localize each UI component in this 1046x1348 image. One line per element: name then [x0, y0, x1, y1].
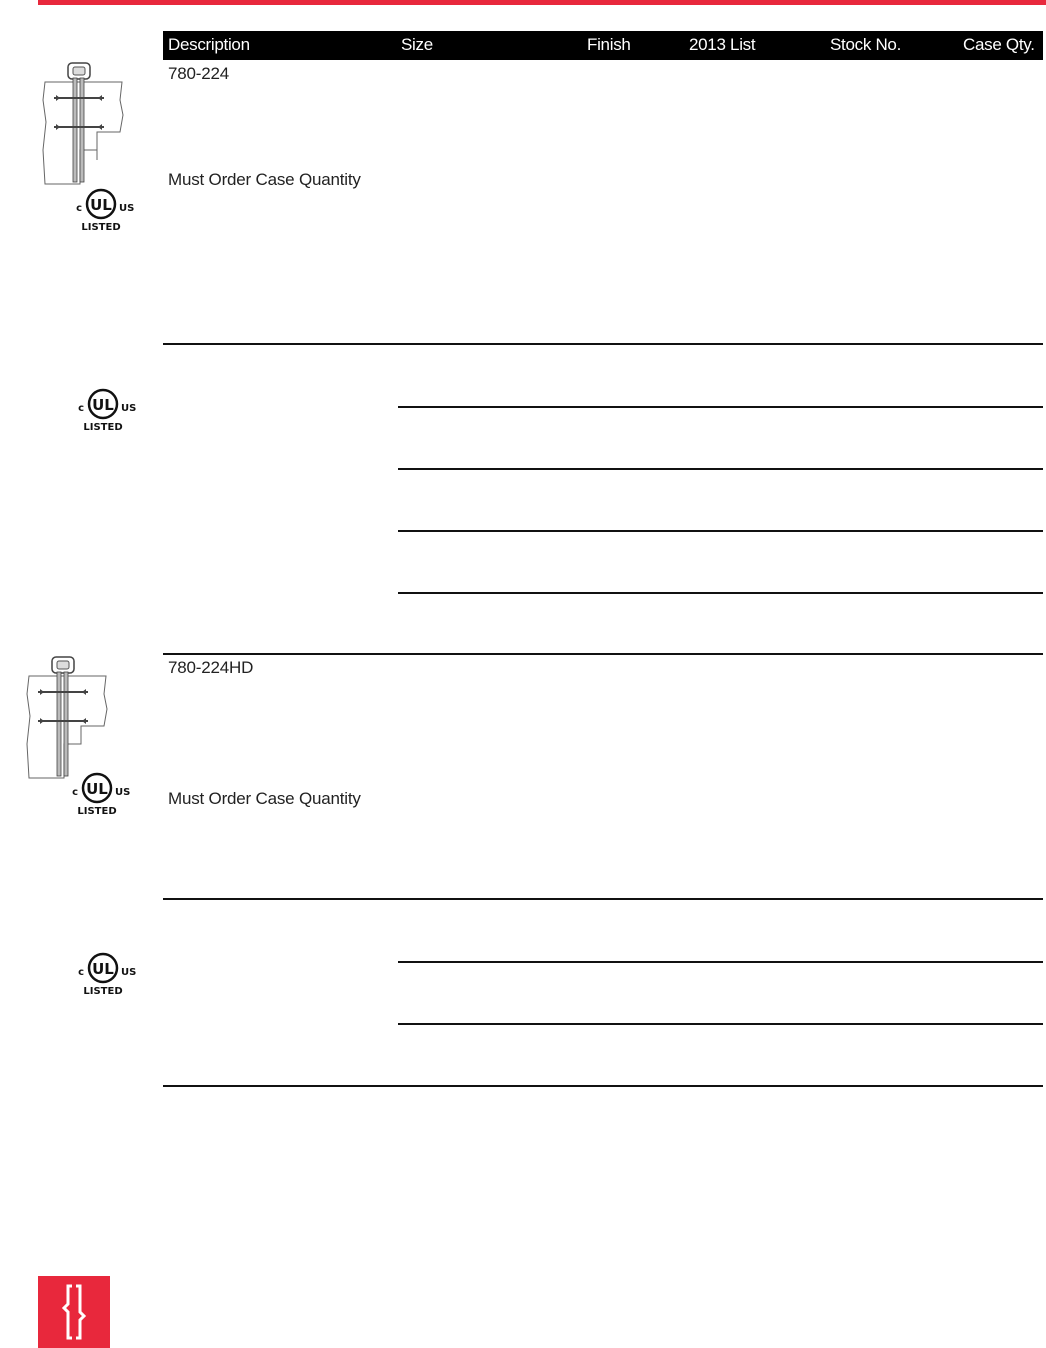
product-note: Must Order Case Quantity — [168, 789, 361, 808]
svg-text:US: US — [115, 787, 131, 798]
ul-listed-icon — [62, 950, 152, 1000]
column-list-price: 2013 List — [689, 35, 756, 54]
row-divider — [398, 468, 1043, 470]
row-divider — [398, 406, 1043, 408]
svg-text:US: US — [119, 203, 135, 214]
row-divider — [163, 1085, 1043, 1087]
product-model: 780-224 — [168, 64, 229, 83]
svg-text:c: c — [76, 203, 82, 214]
column-finish: Finish — [587, 35, 631, 54]
row-divider — [398, 961, 1043, 963]
row-divider — [163, 898, 1043, 900]
svg-text:US: US — [121, 967, 137, 978]
ul-listed-icon — [56, 770, 146, 820]
row-divider — [163, 653, 1043, 655]
svg-text:UL: UL — [86, 780, 108, 798]
ul-listed-icon — [62, 386, 152, 436]
product-model: 780-224HD — [168, 658, 254, 677]
table-header — [163, 31, 1043, 60]
row-divider — [398, 1023, 1043, 1025]
ul-listed-icon — [60, 186, 150, 236]
product-note: Must Order Case Quantity — [168, 170, 361, 189]
row-divider — [398, 592, 1043, 594]
column-stock-no: Stock No. — [830, 35, 901, 54]
svg-text:LISTED: LISTED — [83, 422, 123, 433]
continuous-hinge-icon — [24, 654, 114, 780]
continuous-hinge-icon — [40, 60, 130, 186]
svg-text:US: US — [121, 403, 137, 414]
top-accent-bar — [38, 0, 1046, 5]
svg-text:LISTED: LISTED — [81, 222, 121, 233]
row-divider — [398, 530, 1043, 532]
svg-text:UL: UL — [92, 960, 114, 978]
svg-text:UL: UL — [90, 196, 112, 214]
svg-text:LISTED: LISTED — [83, 986, 123, 997]
row-divider — [163, 343, 1043, 345]
svg-text:c: c — [78, 967, 84, 978]
column-description: Description — [168, 35, 250, 54]
brand-logo-icon — [38, 1276, 110, 1348]
svg-text:UL: UL — [92, 396, 114, 414]
column-size: Size — [401, 35, 433, 54]
svg-text:c: c — [72, 787, 78, 798]
column-case-qty: Case Qty. — [963, 35, 1035, 54]
svg-text:c: c — [78, 403, 84, 414]
svg-text:LISTED: LISTED — [77, 806, 117, 817]
